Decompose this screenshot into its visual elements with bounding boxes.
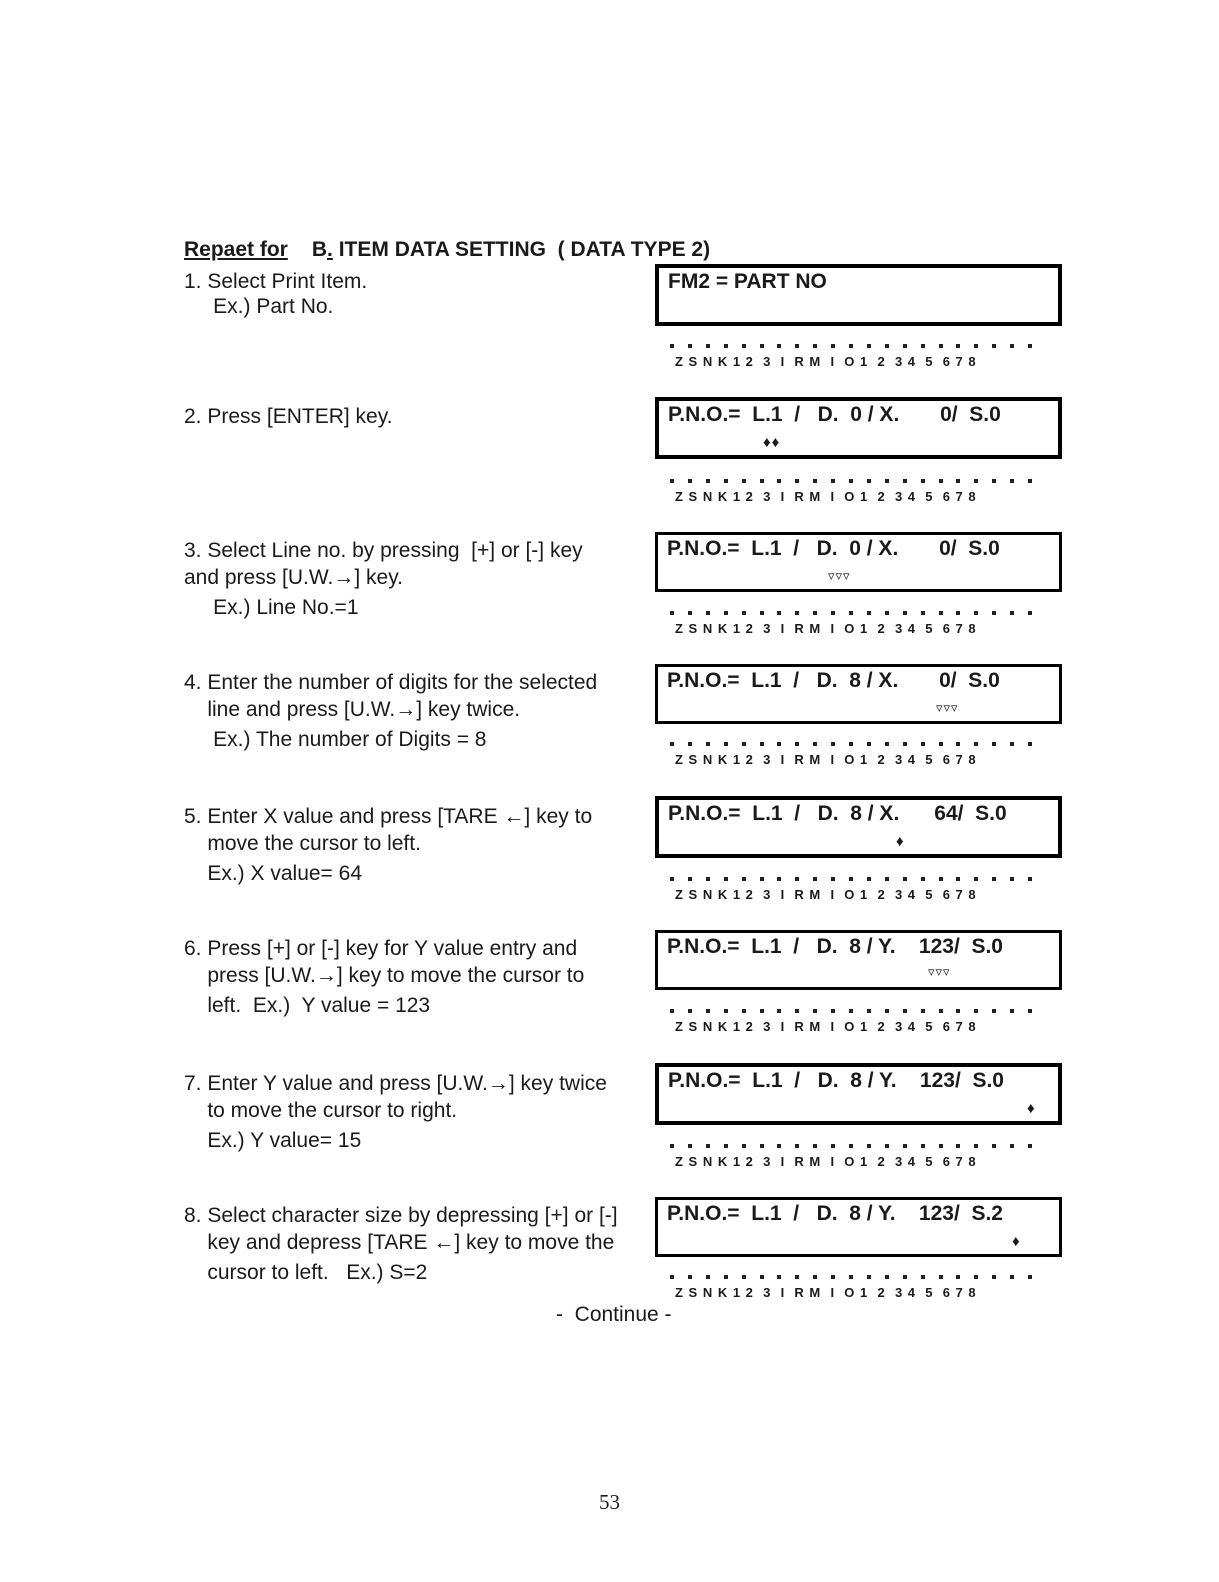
indicator-dot [974,1009,978,1013]
indicator-dot [795,877,799,881]
indicator-dot [831,1144,835,1148]
step-4-indicator-labels: Z S N K 1 2 3 I R M I O 1 2 3 4 5 6 7 8 [675,752,977,767]
step-7-line-1: 7. Enter Y value and press [U.W.→] key twice [184,1072,607,1095]
indicator-dot [885,344,889,348]
indicator-dot [813,1275,817,1279]
step-6-indicator-dots [668,1009,1038,1015]
step-4-line-1: 4. Enter the number of digits for the selected [184,671,598,694]
indicator-dot [849,479,853,483]
indicator-dot [1028,479,1032,483]
indicator-dot [1010,742,1014,746]
step-2-lcd-display [655,397,1062,459]
indicator-dot [1028,344,1032,348]
indicator-dot [903,877,907,881]
indicator-dot [921,479,925,483]
indicator-dot [831,611,835,615]
step-4-example: Ex.) The number of Digits = 8 [184,728,487,751]
indicator-dot [688,479,692,483]
indicator-dot [903,1275,907,1279]
indicator-dot [1028,1144,1032,1148]
step-8-instruction [184,1202,654,1286]
indicator-dot [1010,1009,1014,1013]
step-5-instruction [184,803,654,887]
step-7-cursor-marker: ♦ [1027,1100,1036,1117]
step-6-example: left. Ex.) Y value = 123 [184,994,431,1017]
indicator-dot [992,479,996,483]
indicator-dot [706,1275,710,1279]
step-7-instruction [184,1070,654,1154]
indicator-dot [795,611,799,615]
indicator-dot [742,1275,746,1279]
step-3-indicator-labels: Z S N K 1 2 3 I R M I O 1 2 3 4 5 6 7 8 [675,621,977,636]
step-1-example: Ex.) Part No. [184,295,334,318]
indicator-dot [885,611,889,615]
indicator-dot [867,479,871,483]
step-4-lcd-display [655,664,1062,724]
indicator-dot [760,479,764,483]
indicator-dot [670,344,674,348]
indicator-dot [688,742,692,746]
indicator-dot [849,1144,853,1148]
step-8-line-2: key and depress [TARE ←] key to move the [184,1231,615,1254]
step-5-line-2: move the cursor to left. [184,832,421,855]
indicator-dot [706,479,710,483]
step-4-cursor-marker: ▿▿▿ [936,700,959,715]
indicator-dot [867,344,871,348]
step-8-line-1: 8. Select character size by depressing [+] or [-] [184,1204,618,1227]
indicator-dot [724,479,728,483]
indicator-dot [974,742,978,746]
indicator-dot [974,611,978,615]
indicator-dot [813,479,817,483]
indicator-dot [1010,479,1014,483]
heading-prefix: Repaet for [184,238,288,261]
indicator-dot [670,1009,674,1013]
indicator-dot [849,742,853,746]
step-5-cursor-marker: ♦ [896,833,905,850]
indicator-dot [742,1144,746,1148]
indicator-dot [777,1144,781,1148]
step-3-lcd-text: P.N.O.= L.1 / D. 0 / X. 0/ S.0 [667,537,1000,560]
indicator-dot [1010,344,1014,348]
indicator-dot [974,479,978,483]
indicator-dot [777,742,781,746]
indicator-dot [939,479,943,483]
step-5-example: Ex.) X value= 64 [184,862,363,885]
indicator-dot [849,877,853,881]
step-2-line-1: 2. Press [ENTER] key. [184,405,393,428]
indicator-dot [706,1009,710,1013]
indicator-dot [939,1009,943,1013]
continue-note: - Continue - [556,1303,672,1326]
step-7-indicator-dots [668,1144,1038,1150]
step-1-line-1: 1. Select Print Item. [184,270,368,293]
indicator-dot [795,479,799,483]
step-6-cursor-marker: ▿▿▿ [928,964,951,979]
indicator-dot [813,611,817,615]
step-1-lcd-text: FM2 = PART NO [668,270,827,293]
indicator-dot [885,877,889,881]
heading-section-letter: B [311,238,328,261]
indicator-dot [867,1009,871,1013]
step-7-lcd-text: P.N.O.= L.1 / D. 8 / Y. 123/ S.0 [668,1069,1004,1092]
step-8-cursor-marker: ♦ [1012,1233,1021,1250]
indicator-dot [813,877,817,881]
indicator-dot [670,1275,674,1279]
indicator-dot [777,1275,781,1279]
indicator-dot [885,742,889,746]
indicator-dot [849,344,853,348]
step-3-indicator-dots [668,611,1038,617]
step-1-indicator-labels: Z S N K 1 2 3 I R M I O 1 2 3 4 5 6 7 8 [675,354,977,369]
indicator-dot [795,1275,799,1279]
indicator-dot [939,877,943,881]
step-6-indicator-labels: Z S N K 1 2 3 I R M I O 1 2 3 4 5 6 7 8 [675,1019,977,1034]
step-4-instruction [184,669,654,753]
indicator-dot [921,742,925,746]
indicator-dot [813,344,817,348]
indicator-dot [670,1144,674,1148]
step-4-lcd-text: P.N.O.= L.1 / D. 8 / X. 0/ S.0 [667,669,1000,692]
indicator-dot [742,611,746,615]
step-2-cursor-marker: ♦♦ [763,434,781,451]
indicator-dot [724,877,728,881]
indicator-dot [688,611,692,615]
indicator-dot [831,479,835,483]
indicator-dot [688,1144,692,1148]
step-2-lcd-text: P.N.O.= L.1 / D. 0 / X. 0/ S.0 [668,403,1001,426]
indicator-dot [724,742,728,746]
indicator-dot [742,877,746,881]
indicator-dot [724,1144,728,1148]
indicator-dot [992,611,996,615]
step-3-lcd-display [655,532,1062,592]
indicator-dot [795,344,799,348]
step-7-line-2: to move the cursor to right. [184,1099,458,1122]
indicator-dot [760,877,764,881]
step-6-lcd-display [655,930,1062,990]
indicator-dot [813,1009,817,1013]
step-6-lcd-text: P.N.O.= L.1 / D. 8 / Y. 123/ S.0 [667,935,1003,958]
indicator-dot [974,1275,978,1279]
indicator-dot [760,1009,764,1013]
step-5-line-1: 5. Enter X value and press [TARE ←] key to [184,805,593,828]
indicator-dot [903,479,907,483]
indicator-dot [760,344,764,348]
indicator-dot [992,344,996,348]
indicator-dot [921,1275,925,1279]
step-8-example: cursor to left. Ex.) S=2 [184,1261,428,1284]
section-heading [184,238,710,262]
indicator-dot [992,742,996,746]
indicator-dot [742,1009,746,1013]
step-3-instruction [184,537,654,621]
indicator-dot [956,1144,960,1148]
step-5-lcd-text: P.N.O.= L.1 / D. 8 / X. 64/ S.0 [668,802,1007,825]
indicator-dot [724,344,728,348]
step-7-indicator-labels: Z S N K 1 2 3 I R M I O 1 2 3 4 5 6 7 8 [675,1154,977,1169]
indicator-dot [921,1144,925,1148]
indicator-dot [921,344,925,348]
indicator-dot [956,611,960,615]
step-2-instruction [184,403,654,430]
step-8-indicator-labels: Z S N K 1 2 3 I R M I O 1 2 3 4 5 6 7 8 [675,1285,977,1300]
indicator-dot [706,1144,710,1148]
indicator-dot [956,479,960,483]
indicator-dot [939,611,943,615]
step-5-indicator-dots [668,877,1038,883]
indicator-dot [742,479,746,483]
indicator-dot [1010,1144,1014,1148]
indicator-dot [939,1144,943,1148]
step-3-example: Ex.) Line No.=1 [184,596,359,619]
step-4-line-2: line and press [U.W.→] key twice. [184,698,521,721]
indicator-dot [706,344,710,348]
indicator-dot [706,742,710,746]
indicator-dot [956,344,960,348]
indicator-dot [831,1275,835,1279]
indicator-dot [903,611,907,615]
step-2-indicator-dots [668,479,1038,485]
indicator-dot [777,1009,781,1013]
indicator-dot [795,1009,799,1013]
indicator-dot [974,1144,978,1148]
indicator-dot [760,1275,764,1279]
indicator-dot [670,611,674,615]
indicator-dot [760,1144,764,1148]
indicator-dot [867,611,871,615]
indicator-dot [1028,1275,1032,1279]
indicator-dot [742,344,746,348]
step-5-lcd-display [655,796,1062,858]
indicator-dot [724,1009,728,1013]
indicator-dot [1010,877,1014,881]
indicator-dot [795,742,799,746]
indicator-dot [670,479,674,483]
indicator-dot [760,742,764,746]
indicator-dot [939,344,943,348]
step-7-lcd-display [655,1063,1062,1125]
step-3-line-2: and press [U.W.→] key. [184,566,404,589]
indicator-dot [849,611,853,615]
indicator-dot [956,1275,960,1279]
indicator-dot [688,1009,692,1013]
indicator-dot [885,1275,889,1279]
indicator-dot [992,877,996,881]
step-6-line-1: 6. Press [+] or [-] key for Y value entry and [184,937,578,960]
heading-section-dot: . [327,238,333,261]
step-3-line-1: 3. Select Line no. by pressing [+] or [-] key [184,539,583,562]
indicator-dot [903,742,907,746]
indicator-dot [724,611,728,615]
indicator-dot [777,344,781,348]
indicator-dot [885,1009,889,1013]
indicator-dot [1010,611,1014,615]
step-8-lcd-text: P.N.O.= L.1 / D. 8 / Y. 123/ S.2 [667,1202,1003,1225]
indicator-dot [921,1009,925,1013]
indicator-dot [670,742,674,746]
indicator-dot [956,877,960,881]
indicator-dot [885,479,889,483]
step-5-indicator-labels: Z S N K 1 2 3 I R M I O 1 2 3 4 5 6 7 8 [675,887,977,902]
indicator-dot [724,1275,728,1279]
indicator-dot [867,1144,871,1148]
indicator-dot [688,1275,692,1279]
indicator-dot [1028,877,1032,881]
indicator-dot [992,1009,996,1013]
step-8-indicator-dots [668,1275,1038,1281]
step-1-indicator-dots [668,344,1038,350]
indicator-dot [903,1144,907,1148]
indicator-dot [992,1144,996,1148]
step-3-cursor-marker: ▿▿▿ [828,568,851,583]
indicator-dot [706,877,710,881]
indicator-dot [831,877,835,881]
indicator-dot [956,742,960,746]
indicator-dot [831,344,835,348]
indicator-dot [1028,1009,1032,1013]
indicator-dot [939,742,943,746]
step-6-instruction [184,935,654,1019]
indicator-dot [867,877,871,881]
indicator-dot [777,877,781,881]
indicator-dot [974,344,978,348]
indicator-dot [688,344,692,348]
indicator-dot [992,1275,996,1279]
indicator-dot [831,742,835,746]
step-1-lcd-display [655,264,1062,326]
indicator-dot [795,1144,799,1148]
indicator-dot [903,1009,907,1013]
indicator-dot [849,1009,853,1013]
indicator-dot [867,1275,871,1279]
indicator-dot [813,1144,817,1148]
indicator-dot [921,877,925,881]
indicator-dot [831,1009,835,1013]
step-7-example: Ex.) Y value= 15 [184,1129,362,1152]
heading-title: ITEM DATA SETTING ( DATA TYPE 2) [332,238,711,261]
step-8-lcd-display [655,1197,1062,1257]
indicator-dot [867,742,871,746]
indicator-dot [688,877,692,881]
indicator-dot [1028,611,1032,615]
step-6-line-2: press [U.W.→] key to move the cursor to [184,964,585,987]
indicator-dot [670,877,674,881]
step-4-indicator-dots [668,742,1038,748]
indicator-dot [974,877,978,881]
indicator-dot [1028,742,1032,746]
indicator-dot [849,1275,853,1279]
page-number: 53 [599,1490,620,1514]
indicator-dot [921,611,925,615]
indicator-dot [760,611,764,615]
indicator-dot [1010,1275,1014,1279]
indicator-dot [777,611,781,615]
indicator-dot [903,344,907,348]
step-2-indicator-labels: Z S N K 1 2 3 I R M I O 1 2 3 4 5 6 7 8 [675,489,977,504]
indicator-dot [777,479,781,483]
indicator-dot [813,742,817,746]
indicator-dot [956,1009,960,1013]
indicator-dot [939,1275,943,1279]
indicator-dot [742,742,746,746]
step-1-instruction [184,268,654,320]
indicator-dot [885,1144,889,1148]
indicator-dot [706,611,710,615]
